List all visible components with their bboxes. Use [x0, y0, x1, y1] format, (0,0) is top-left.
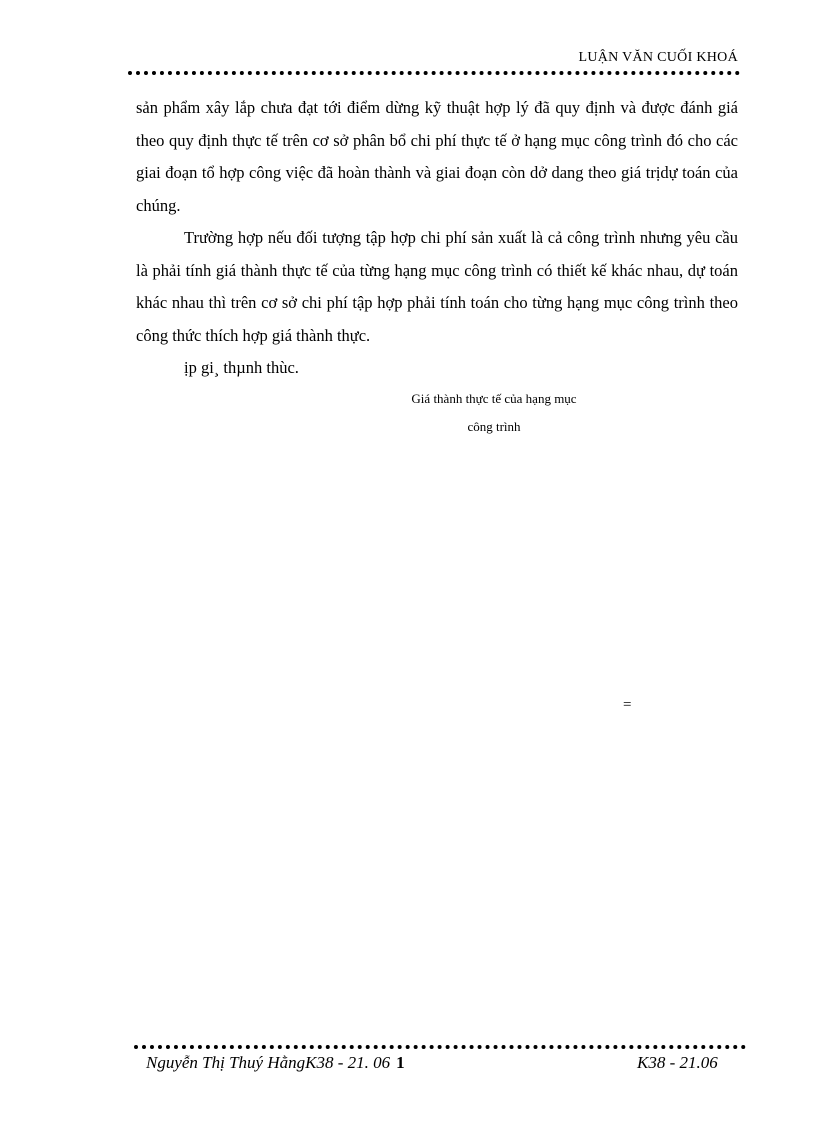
page-number: 1	[396, 1053, 405, 1072]
footer-author	[146, 1053, 405, 1073]
paragraph-continuation: sản phẩm xây lắp chưa đạt tới điểm dừng kỹ thuật hợp lý đã quy định và được đánh giá theo quy định thực tế trên cơ sở phân bổ chi phí thực tế ở hạng mục công trình đó cho các giai đoạn tổ hợp công việc đã hoàn thành và giai đoạn còn dở dang theo giá trịdự toán của chúng.	[136, 98, 738, 215]
footer-author-text: Nguyễn Thị Thuý HằngK38 - 21. 06	[146, 1053, 391, 1072]
footer-class-code: K38 - 21.06	[637, 1053, 718, 1072]
body-text	[136, 92, 738, 385]
paragraph-garbled: ịp gi¸ thµnh thùc.	[184, 358, 299, 377]
formula-label-line-2: công trình	[467, 419, 521, 434]
formula-equals-sign: =	[623, 697, 632, 713]
header-dotted-rule	[128, 71, 740, 75]
header-title: LUẬN VĂN CUỐI KHOÁ	[578, 50, 738, 65]
formula-label-line-1: Giá thành thực tế của hạng mục	[411, 391, 577, 406]
paragraph-main: Trường hợp nếu đối tượng tập hợp chi phí sản xuất là cả công trình nhưng yêu cầu là phải tính giá thành thực tế của từng hạng mục công trình có thiết kế khác nhau, dự toán khác nhau thì trên cơ sở chi phí tập hợp phải tính toán cho từng hạng mục công trình theo công thức thích hợp giá thành thực.	[136, 228, 738, 345]
formula-label	[360, 385, 628, 441]
footer-dotted-rule	[134, 1045, 746, 1049]
